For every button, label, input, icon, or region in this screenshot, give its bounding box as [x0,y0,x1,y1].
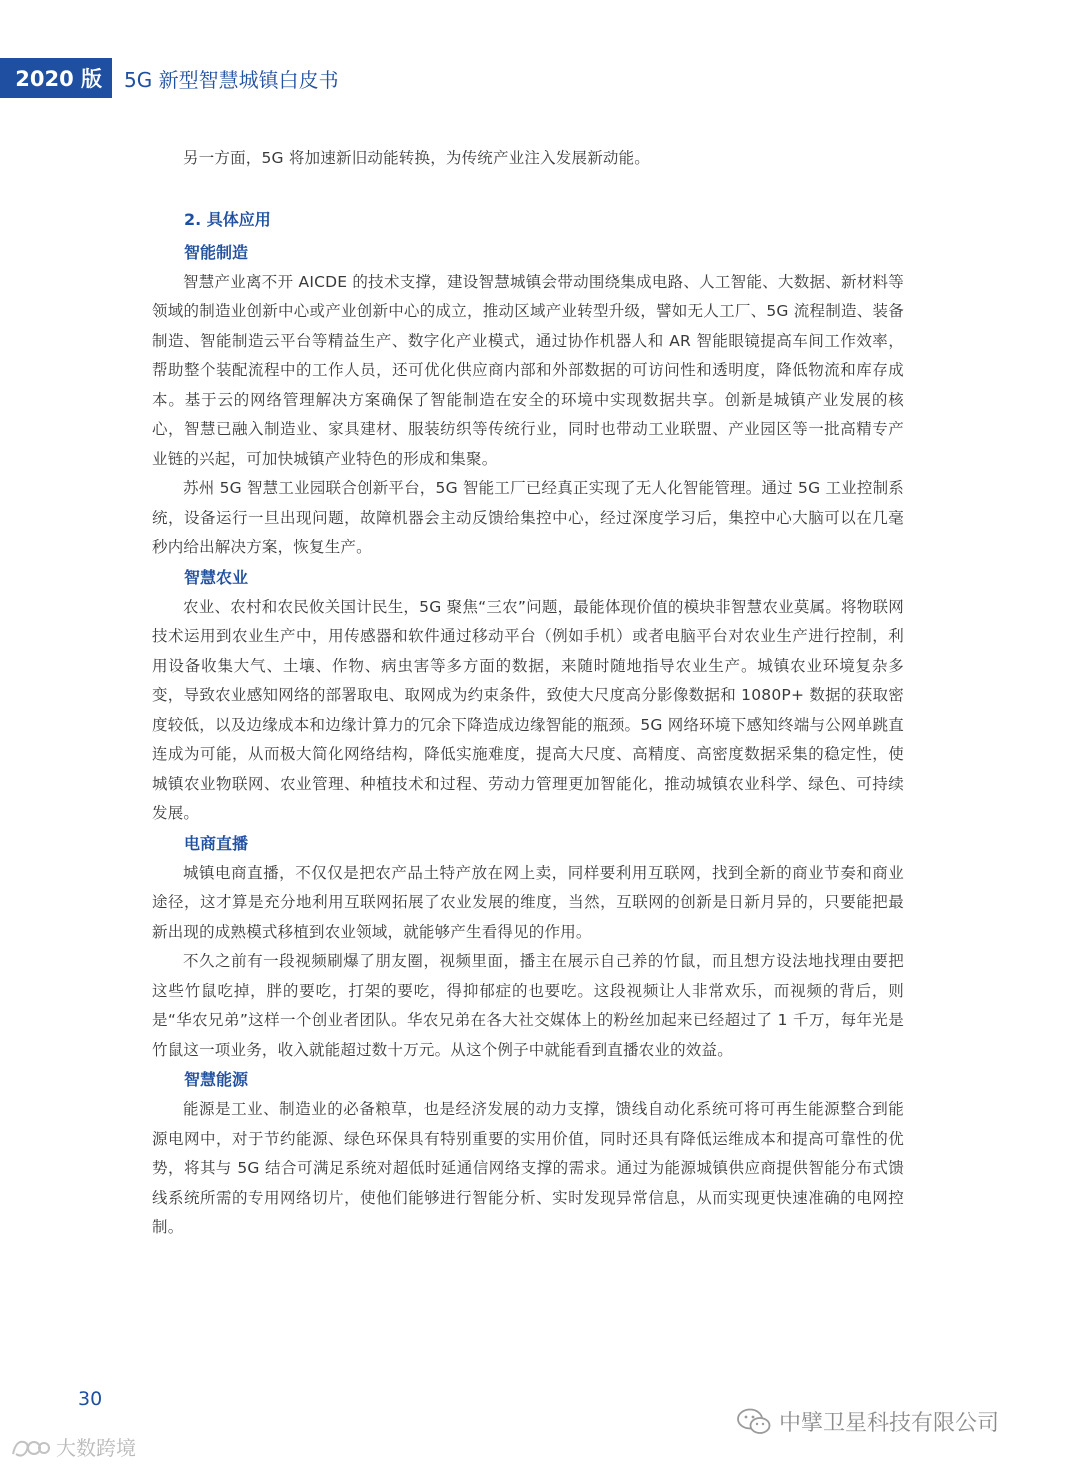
intro-paragraph: 另一方面，5G 将加速新旧动能转换，为传统产业注入发展新动能。 [183,149,651,167]
watermark-logo-icon [10,1434,50,1460]
subsection-heading-energy: 智慧能源 [184,1070,249,1089]
subsection-heading-ecommerce: 电商直播 [184,833,249,853]
edition-badge: 2020 版 [0,58,112,98]
paragraph: 不久之前有一段视频刷爆了朋友圈，视频里面，播主在展示自己养的竹鼠，而且想方设法地找理由要把这些竹鼠吃掉，胖的要吃，打架的要吃，得抑郁症的也要吃。这段视频让人非常欢乐，而视频的背后，则是“华农兄弟”这样一个创业者团队。华农兄弟在各大社交媒体上的粉丝加起来已经超过了 1 千万，每年光是竹鼠这一项业务，收入就能超过数十万元。从这个例子中就能看到直播农业的效益。 [152,952,904,1059]
subsection-heading-agriculture: 智慧农业 [184,567,249,587]
paragraph: 农业、农村和农民攸关国计民生，5G 聚焦“三农”问题，最能体现价值的模块非智慧农业莫属。将物联网技术运用到农业生产中，用传感器和软件通过移动平台（例如手机）或者电脑平台对农业生产进行控制，利用设备收集大气、土壤、作物、病虫害等多方面的数据，来随时随地指导农业生产。城镇农业环境复杂多变，导致农业感知网络的部署取电、取网成为约束条件，致使大尺度高分影像数据和 1080P+ 数据的获取密度较低，以及边缘成本和边缘计算力的冗余下降造成边缘智能的瓶颈。5G 网络环境下感知终端与公网单跳直连成为可能，从而极大简化网络结构，降低实施难度，提高大尺度、高精度、高密度数据采集的稳定性，使城镇农业物联网、农业管理、种植技术和过程、劳动力管理更加智能化，推动城镇农业科学、绿色、可持续发展。 [152,597,904,822]
section-heading: 2. 具体应用 [184,209,271,229]
subsection-heading-manufacturing: 智能制造 [184,242,249,262]
page-content [152,144,904,1243]
document-title: 5G 新型智慧城镇白皮书 [124,67,339,92]
page-number: 30 [78,1388,103,1410]
wechat-account-name: 中擘卫星科技有限公司 [779,1411,1000,1436]
paragraph: 智慧产业离不开 AICDE 的技术支撑，建设智慧城镇会带动围绕集成电路、人工智能、大数据、新材料等领域的制造业创新中心或产业创新中心的成立，推动区域产业转型升级，譬如无人工厂、5G 流程制造、装备制造、智能制造云平台等精益生产、数字化产业模式，通过协作机器人和 AR 智能眼镜提高车间工作效率，帮助整个装配流程中的工作人员，还可优化供应商内部和外部数据的可访问性和透明度，降低物流和库存成本。基于云的网络管理解决方案确保了智能制造在安全的环境中实现数据共享。创新是城镇产业发展的核心，智慧已融入制造业、家具建材、服装纺织等传统行业，同时也带动工业联盟、产业园区等一批高精专产业链的兴起，可加快城镇产业特色的形成和集聚。 [152,272,904,468]
paragraph: 苏州 5G 智慧工业园联合创新平台，5G 智能工厂已经真正实现了无人化智能管理。通过 5G 工业控制系统，设备运行一旦出现问题，故障机器会主动反馈给集控中心，经过深度学习后，集控中心大脑可以在几毫秒内给出解决方案，恢复生产。 [152,479,904,556]
wechat-attribution [737,1406,999,1437]
paragraph: 城镇电商直播，不仅仅是把农产品土特产放在网上卖，同样要利用互联网，找到全新的商业节奏和商业途径，这才算是充分地利用互联网拓展了农业发展的维度，当然，互联网的创新是日新月异的，只要能把最新出现的成熟模式移植到农业领域，就能够产生看得见的作用。 [152,863,904,941]
wechat-icon [737,1408,771,1436]
paragraph: 能源是工业、制造业的必备粮草，也是经济发展的动力支撑，馈线自动化系统可将可再生能源整合到能源电网中，对于节约能源、绿色环保具有特别重要的实用价值，同时还具有降低运维成本和提高可靠性的优势，将其与 5G 结合可满足系统对超低时延通信网络支撑的需求。通过为能源城镇供应商提供智能分布式馈线系统所需的专用网络切片，使他们能够进行智能分析、实时发现异常信息，从而实现更快速准确的电网控制。 [152,1100,904,1236]
watermark-text: 大数跨境 [56,1436,136,1460]
page-header [0,58,339,98]
watermark [10,1432,136,1461]
